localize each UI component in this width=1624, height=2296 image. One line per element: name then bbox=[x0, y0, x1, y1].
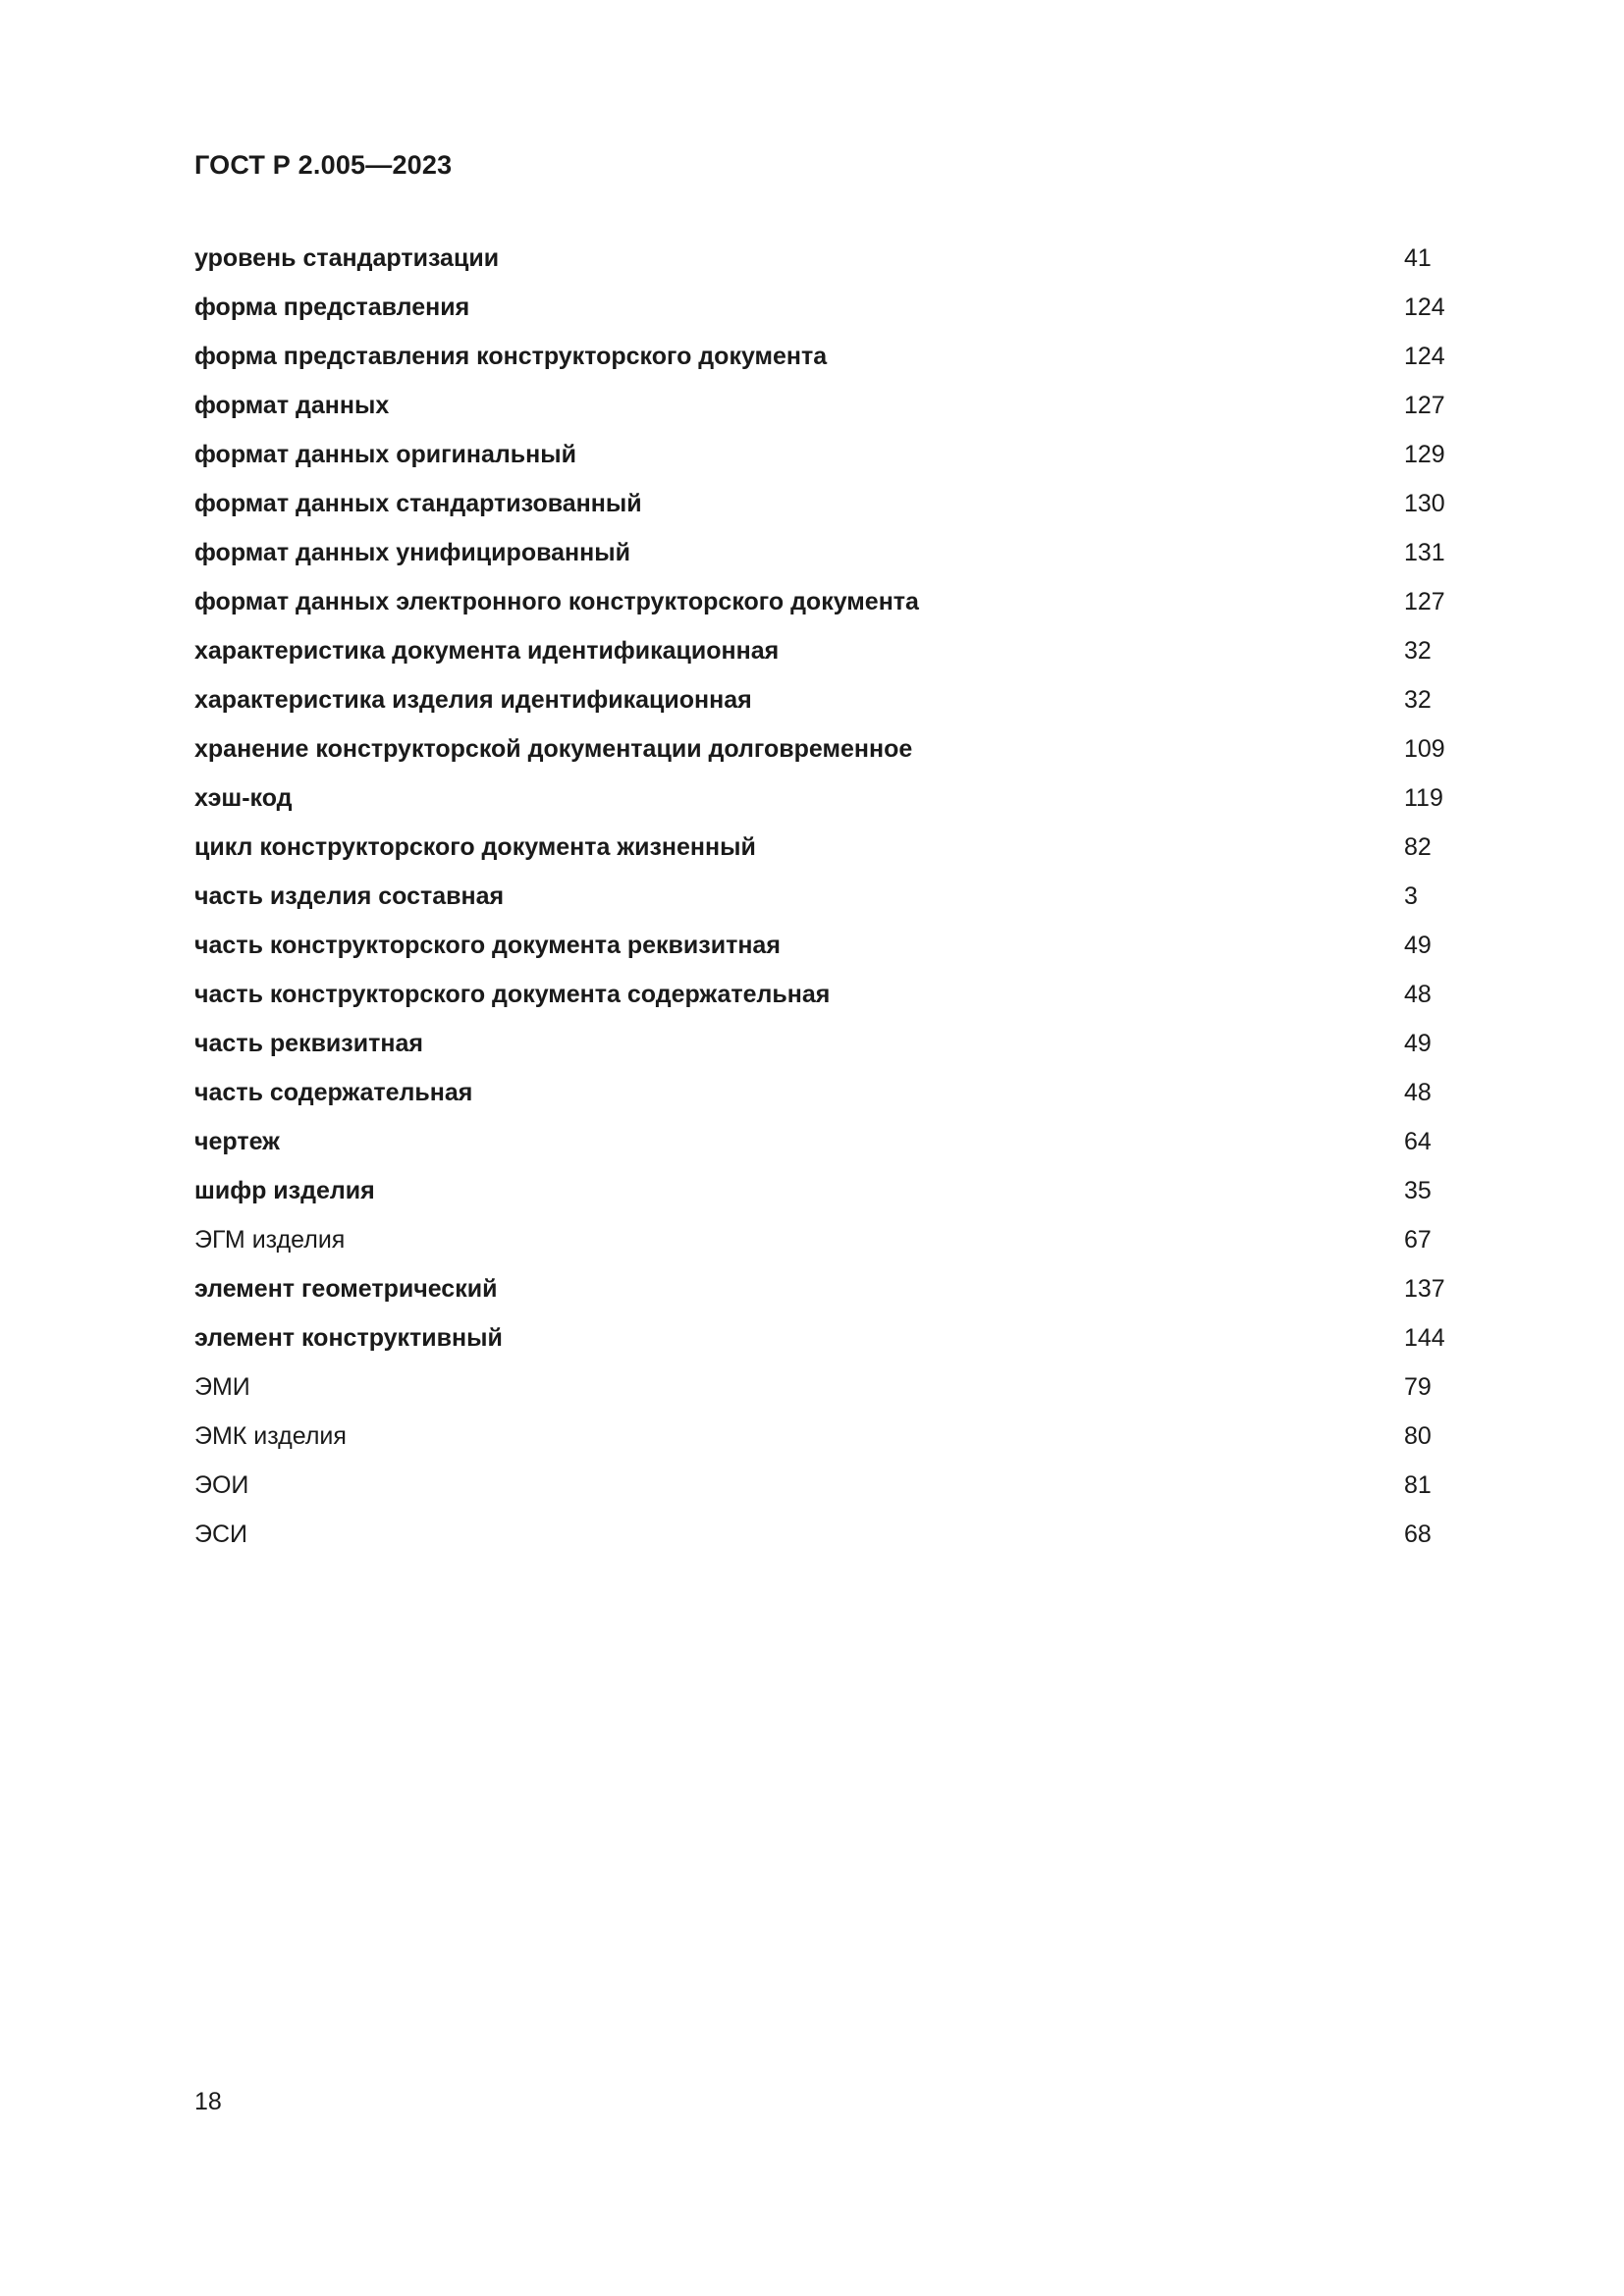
index-page-number: 48 bbox=[1404, 1079, 1432, 1106]
index-term: чертеж bbox=[194, 1128, 280, 1155]
index-term: ЭГМ изделия bbox=[194, 1226, 346, 1254]
index-term: ЭСИ bbox=[194, 1521, 247, 1548]
index-page-number: 137 bbox=[1404, 1275, 1445, 1303]
index-term: формат данных bbox=[194, 392, 390, 419]
index-entry bbox=[194, 632, 1461, 681]
document-header: ГОСТ Р 2.005—2023 bbox=[194, 150, 453, 180]
index-entry bbox=[194, 1319, 1461, 1368]
index-page-number: 124 bbox=[1404, 343, 1445, 370]
index-entry bbox=[194, 436, 1461, 485]
index-page-number: 130 bbox=[1404, 490, 1445, 517]
index-entry bbox=[194, 730, 1461, 779]
index-page-number: 80 bbox=[1404, 1422, 1432, 1450]
index-page-number: 41 bbox=[1404, 244, 1432, 272]
index-term: уровень стандартизации bbox=[194, 244, 500, 272]
index-page-number: 64 bbox=[1404, 1128, 1432, 1155]
index-term: часть конструкторского документа содержательная bbox=[194, 981, 831, 1008]
index-page-number: 124 bbox=[1404, 294, 1445, 321]
index-term: часть реквизитная bbox=[194, 1030, 423, 1057]
index-entry bbox=[194, 534, 1461, 583]
index-entry bbox=[194, 1368, 1461, 1417]
index-term: формат данных стандартизованный bbox=[194, 490, 642, 517]
index-term: ЭОИ bbox=[194, 1471, 249, 1499]
index-page-number: 79 bbox=[1404, 1373, 1432, 1401]
index-term: часть конструкторского документа реквизитная bbox=[194, 932, 781, 959]
index-term: хранение конструкторской документации долговременное bbox=[194, 735, 913, 763]
index-term: элемент геометрический bbox=[194, 1275, 498, 1303]
index-page-number: 68 bbox=[1404, 1521, 1432, 1548]
index-page-number: 35 bbox=[1404, 1177, 1432, 1204]
index-term: форма представления bbox=[194, 294, 470, 321]
index-term: ЭМИ bbox=[194, 1373, 250, 1401]
index-entry bbox=[194, 1025, 1461, 1074]
index-entry bbox=[194, 1516, 1461, 1565]
index-page-number: 119 bbox=[1404, 784, 1443, 812]
index-entry bbox=[194, 1221, 1461, 1270]
index-term: форма представления конструкторского документа bbox=[194, 343, 828, 370]
index-term: шифр изделия bbox=[194, 1177, 375, 1204]
index-page-number: 49 bbox=[1404, 1030, 1432, 1057]
index-term: цикл конструкторского документа жизненный bbox=[194, 833, 756, 861]
index-entry bbox=[194, 681, 1461, 730]
page-number: 18 bbox=[194, 2088, 222, 2115]
index-term: ЭМК изделия bbox=[194, 1422, 347, 1450]
index-entry bbox=[194, 485, 1461, 534]
index-entry bbox=[194, 1123, 1461, 1172]
index-term: характеристика документа идентификационная bbox=[194, 637, 780, 665]
index-page-number: 32 bbox=[1404, 637, 1432, 665]
alphabetical-index bbox=[194, 240, 1461, 1565]
index-entry bbox=[194, 779, 1461, 828]
index-page-number: 32 bbox=[1404, 686, 1432, 714]
index-entry bbox=[194, 387, 1461, 436]
index-entry bbox=[194, 1467, 1461, 1516]
index-entry bbox=[194, 927, 1461, 976]
index-term: формат данных электронного конструкторского документа bbox=[194, 588, 919, 615]
index-page-number: 127 bbox=[1404, 392, 1445, 419]
index-term: часть изделия составная bbox=[194, 882, 505, 910]
index-entry bbox=[194, 583, 1461, 632]
index-entry bbox=[194, 976, 1461, 1025]
index-page-number: 109 bbox=[1404, 735, 1445, 763]
index-page-number: 49 bbox=[1404, 932, 1432, 959]
index-page-number: 127 bbox=[1404, 588, 1445, 615]
index-entry bbox=[194, 878, 1461, 927]
index-page-number: 48 bbox=[1404, 981, 1432, 1008]
index-entry bbox=[194, 240, 1461, 289]
index-entry bbox=[194, 289, 1461, 338]
index-term: часть содержательная bbox=[194, 1079, 473, 1106]
index-entry bbox=[194, 828, 1461, 878]
index-term: элемент конструктивный bbox=[194, 1324, 503, 1352]
index-page-number: 67 bbox=[1404, 1226, 1432, 1254]
index-term: формат данных унифицированный bbox=[194, 539, 630, 566]
index-entry bbox=[194, 1270, 1461, 1319]
index-entry bbox=[194, 1172, 1461, 1221]
index-page-number: 81 bbox=[1404, 1471, 1432, 1499]
index-entry bbox=[194, 1074, 1461, 1123]
index-term: формат данных оригинальный bbox=[194, 441, 576, 468]
index-page-number: 144 bbox=[1404, 1324, 1445, 1352]
index-term: характеристика изделия идентификационная bbox=[194, 686, 752, 714]
index-term: хэш-код bbox=[194, 784, 293, 812]
index-page-number: 3 bbox=[1404, 882, 1418, 910]
index-page-number: 129 bbox=[1404, 441, 1445, 468]
index-entry bbox=[194, 338, 1461, 387]
index-entry bbox=[194, 1417, 1461, 1467]
index-page-number: 131 bbox=[1404, 539, 1445, 566]
index-page-number: 82 bbox=[1404, 833, 1432, 861]
